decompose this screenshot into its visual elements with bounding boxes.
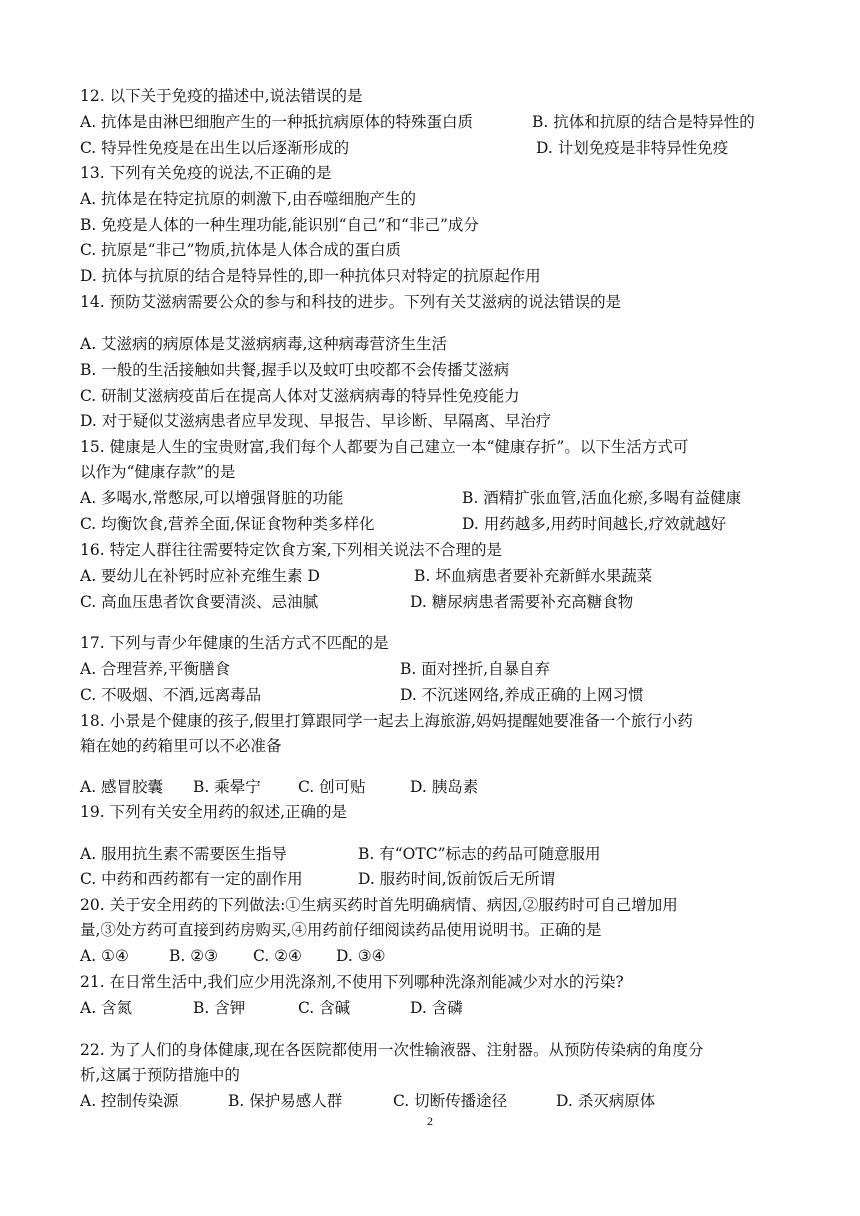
question-20-option-c: C. ②④ [253,947,302,965]
page-number: 2 [427,1114,433,1128]
question-16-option-a: A. 要幼儿在补钙时应补充维生素 D [80,567,320,585]
question-13-option-c: C. 抗原是“非己”物质,抗体是人体合成的蛋白质 [80,241,401,259]
question-19-option-a: A. 服用抗生素不需要医生指导 [80,845,288,863]
question-19-option-c: C. 中药和西药都有一定的副作用 [80,870,303,888]
question-21-stem: 21. 在日常生活中,我们应少用洗涤剂,不使用下列哪种洗涤剂能减少对水的污染? [80,973,624,991]
question-15-option-b: B. 酒精扩张血管,活血化瘀,多喝有益健康 [462,489,742,507]
question-20-option-b: B. ②③ [169,947,219,965]
question-12-stem: 12. 以下关于免疫的描述中,说法错误的是 [80,87,363,105]
question-22-option-c: C. 切断传播途径 [393,1092,508,1110]
question-18-option-c: C. 创可贴 [298,778,366,796]
question-12-option-c: C. 特异性免疫是在出生以后逐渐形成的 [80,139,350,157]
question-16-option-c: C. 高血压患者饮食要清淡、忌油腻 [80,593,319,611]
question-16-option-d: D. 糖尿病患者需要补充高糖食物 [410,593,634,611]
question-21-option-a: A. 含氮 [80,999,133,1017]
question-14-stem: 14. 预防艾滋病需要公众的参与和科技的进步。下列有关艾滋病的说法错误的是 [80,293,622,311]
question-14-option-c: C. 研制艾滋病疫苗后在提高人体对艾滋病病毒的特异性免疫能力 [80,387,520,405]
question-12-option-d: D. 计划免疫是非特异性免疫 [536,139,729,157]
question-17-option-b: B. 面对挫折,自暴自弃 [400,660,551,678]
question-22-option-b: B. 保护易感人群 [228,1092,343,1110]
question-20-stem-line-1: 20. 关于安全用药的下列做法:①生病买药时首先明确病情、病因,②服药时可自己增加用 [80,896,678,914]
question-18-option-a: A. 感冒胶囊 [80,778,164,796]
question-22-option-d: D. 杀灭病原体 [556,1092,656,1110]
question-15-stem-line-1: 15. 健康是人生的宝贵财富,我们每个人都要为自己建立一本“健康存折”。以下生活方式可 [80,438,689,456]
question-18-option-b: B. 乘晕宁 [193,778,261,796]
question-19-stem: 19. 下列有关安全用药的叙述,正确的是 [80,803,348,821]
question-16-option-b: B. 坏血病患者要补充新鲜水果蔬菜 [414,567,653,585]
question-17-option-d: D. 不沉迷网络,养成正确的上网习惯 [400,686,644,704]
question-16-stem: 16. 特定人群往往需要特定饮食方案,下列相关说法不合理的是 [80,541,503,559]
question-20-option-a: A. ①④ [80,947,129,965]
question-15-stem-line-2: 以作为“健康存款”的是 [80,463,236,481]
question-14-option-d: D. 对于疑似艾滋病患者应早发现、早报告、早诊断、早隔离、早治疗 [80,412,552,430]
question-12-option-b: B. 抗体和抗原的结合是特异性的 [532,113,755,131]
question-22-stem-line-1: 22. 为了人们的身体健康,现在各医院都使用一次性输液器、注射器。从预防传染病的角度分 [80,1041,704,1059]
question-21-option-b: B. 含钾 [193,999,246,1017]
question-17-option-c: C. 不吸烟、不酒,远离毒品 [80,686,262,704]
question-15-option-a: A. 多喝水,常憋尿,可以增强肾脏的功能 [80,489,344,507]
question-17-stem: 17. 下列与青少年健康的生活方式不匹配的是 [80,634,389,652]
question-14-option-b: B. 一般的生活接触如共餐,握手以及蚊叮虫咬都不会传播艾滋病 [80,361,510,379]
question-18-option-d: D. 胰岛素 [410,778,479,796]
question-22-option-a: A. 控制传染源 [80,1092,179,1110]
question-13-option-a: A. 抗体是在特定抗原的刺激下,由吞噬细胞产生的 [80,190,416,208]
question-12-option-a: A. 抗体是由淋巴细胞产生的一种抵抗病原体的特殊蛋白质 [80,113,474,131]
question-21-option-c: C. 含碱 [298,999,351,1017]
question-13-stem: 13. 下列有关免疫的说法,不正确的是 [80,164,332,182]
question-19-option-d: D. 服药时间,饭前饭后无所谓 [358,870,556,888]
question-22-stem-line-2: 析,这属于预防措施中的 [80,1066,240,1084]
question-18-stem-line-2: 箱在她的药箱里可以不必准备 [80,737,282,755]
question-21-option-d: D. 含磷 [410,999,463,1017]
question-20-option-d: D. ③④ [336,947,386,965]
question-15-option-d: D. 用药越多,用药时间越长,疗效就越好 [462,515,727,533]
question-17-option-a: A. 合理营养,平衡膳食 [80,660,230,678]
question-19-option-b: B. 有“OTC”标志的药品可随意服用 [358,845,601,863]
question-13-option-d: D. 抗体与抗原的结合是特异性的,即一种抗体只对特定的抗原起作用 [80,267,541,285]
question-15-option-c: C. 均衡饮食,营养全面,保证食物种类多样化 [80,515,375,533]
question-18-stem-line-1: 18. 小景是个健康的孩子,假里打算跟同学一起去上海旅游,妈妈提醒她要准备一个旅行小药 [80,712,693,730]
question-14-option-a: A. 艾滋病的病原体是艾滋病病毒,这种病毒营济生生活 [80,335,447,353]
question-20-stem-line-2: 量,③处方药可直接到药房购买,④用药前仔细阅读药品使用说明书。正确的是 [80,921,602,939]
question-13-option-b: B. 免疫是人体的一种生理功能,能识别“自己”和“非己”成分 [80,216,479,234]
